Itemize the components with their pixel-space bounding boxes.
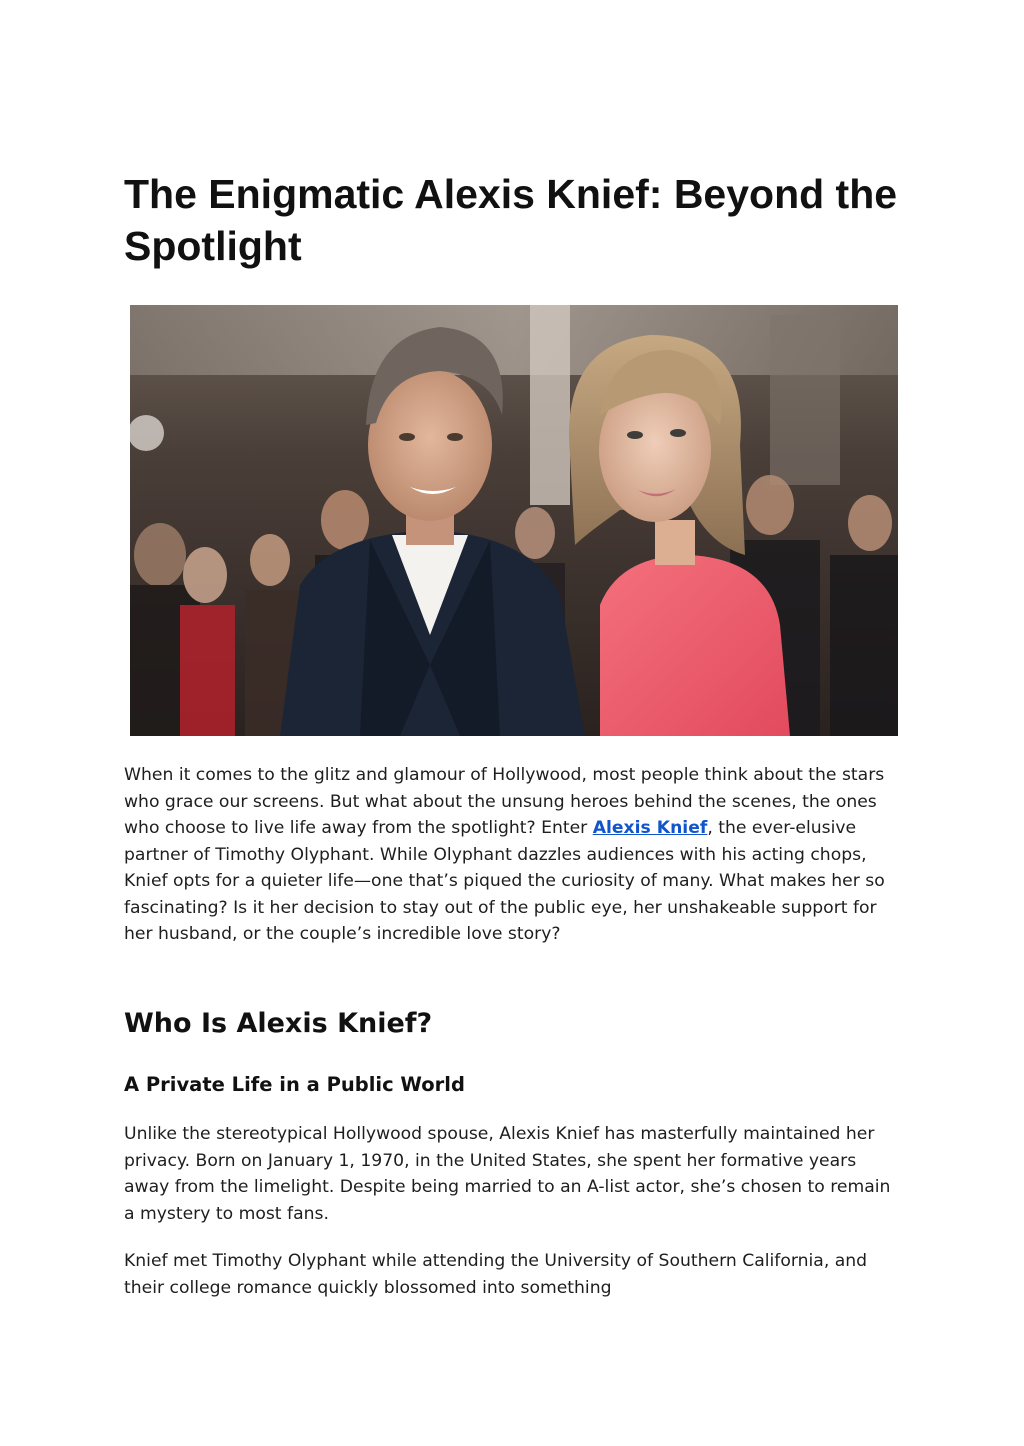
intro-text-end: , the ever-elusive partner of Timothy Olyphant. While Olyphant dazzles audiences with his acting chops, Knief opts for a quieter life—one that’s piqued the curiosity of many. What makes her so fascinating? Is it her decision to stay out of the public eye, her unshakeable support for her husband, or the couple’s incredible love story? — [124, 818, 885, 944]
hero-photo — [130, 305, 898, 736]
hero-photo-illustration — [130, 305, 898, 736]
biography-paragraph: Unlike the stereotypical Hollywood spouse, Alexis Knief has masterfully maintained her privacy. Born on January 1, 1970, in the United States, she spent her formative years away from the limelight. Despite being married to an A-list actor, she’s chosen to remain a mystery to most fans. — [124, 1124, 891, 1224]
alexis-knief-link[interactable]: Alexis Knief — [592, 818, 708, 838]
article-title: The Enigmatic Alexis Knief: Beyond the Spotlight — [124, 171, 898, 269]
intro-paragraph — [124, 762, 904, 948]
romance-paragraph: Knief met Timothy Olyphant while attending the University of Southern California, and their college romance quickly blossomed into something — [124, 1251, 868, 1298]
subsection-heading: A Private Life in a Public World — [124, 1073, 465, 1096]
intro-text-start: When it comes to the glitz and glamour of Hollywood, most people think about the stars who grace our screens. But what about the unsung heroes behind the scenes, the ones who choose to live life away from the spotlight? Enter — [124, 765, 885, 838]
section-heading: Who Is Alexis Knief? — [124, 1008, 433, 1039]
